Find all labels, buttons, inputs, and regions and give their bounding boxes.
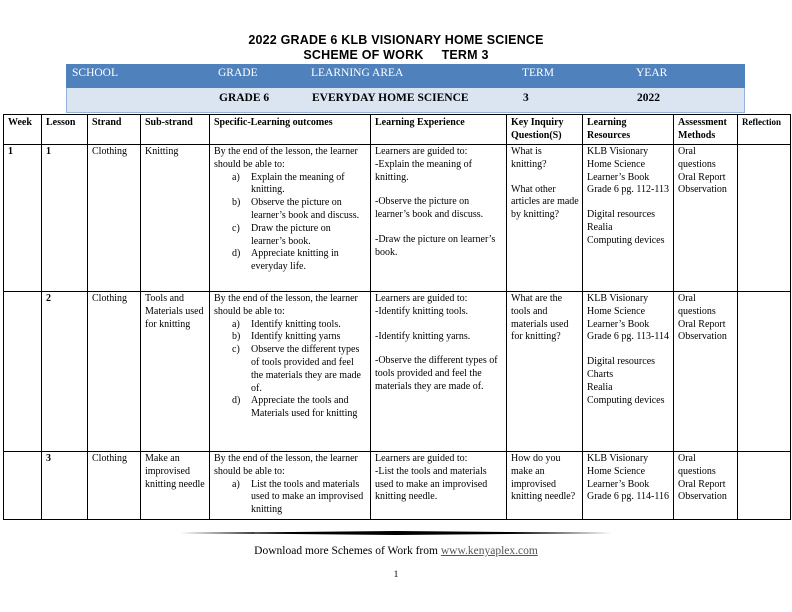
experience-text: -Observe the different types of tools provided and feel the materials they are made of. (375, 355, 498, 392)
cell-lesson: 1 (42, 145, 88, 292)
outcomes-list (214, 172, 367, 274)
cell-experience (371, 292, 507, 452)
value-grade: GRADE 6 (219, 92, 270, 104)
table-header-row (4, 115, 791, 145)
subtitle-scheme: SCHEME OF WORK (303, 48, 424, 62)
outcome-item: d) Appreciate knitting in everyday life. (232, 248, 339, 273)
cell-reflection (738, 145, 791, 292)
label-learning-area: LEARNING AREA (311, 67, 404, 79)
subtitle-term: TERM 3 (441, 48, 489, 62)
cell-resources (583, 292, 674, 452)
header-key-inquiry (507, 115, 583, 145)
label-term: TERM (522, 67, 554, 79)
experience-text: Learners are guided to: -Explain the meaning of knitting. (375, 146, 472, 183)
header-substrand: Sub-strand (141, 115, 210, 145)
label-year: YEAR (636, 67, 668, 79)
cell-key-inquiry (507, 292, 583, 452)
outcome-item: a) List the tools and materials used to make an improvised knitting (232, 478, 364, 516)
header-outcomes: Specific-Learning outcomes (210, 115, 371, 145)
header-reflection: Reflection (738, 115, 791, 145)
table-row (4, 292, 791, 452)
cell-lesson: 2 (42, 292, 88, 452)
header-key-inquiry-line2: Question(S) (511, 129, 562, 141)
key-inquiry-text: What are the tools and materials used for knitting? (511, 293, 569, 343)
cell-resources (583, 145, 674, 292)
header-assessment-line1: Assessment (678, 117, 727, 128)
key-inquiry-text: What other articles are made by knitting? (511, 183, 579, 221)
footer-divider (180, 531, 612, 535)
outcome-item: c) Observe the different types of tools provided and feel the materials they are made of. (232, 344, 361, 394)
outcome-item: c) Draw the picture on learner’s book. (232, 222, 331, 247)
header-resources-line2: Resources (587, 129, 631, 141)
cell-week: 1 (4, 145, 42, 292)
outcome-item: d) Appreciate the tools and Materials used for knitting (232, 395, 358, 420)
cell-strand: Clothing (88, 452, 141, 520)
cell-week (4, 292, 42, 452)
cell-week (4, 452, 42, 520)
outcomes-intro: By the end of the lesson, the learner should be able to: (214, 453, 358, 477)
header-key-inquiry-line1: Key Inquiry (511, 117, 564, 128)
footer-link[interactable]: www.kenyaplex.com (440, 545, 538, 557)
cell-substrand: Knitting (141, 145, 210, 292)
experience-text: -Observe the picture on learner’s book and discuss. (375, 196, 484, 221)
cell-key-inquiry (507, 452, 583, 520)
header-lesson: Lesson (42, 115, 88, 145)
header-assessment (674, 115, 738, 145)
cell-assessment: Oral questions Oral Report Observation (674, 452, 738, 520)
cell-key-inquiry (507, 145, 583, 292)
scheme-of-work-table (3, 114, 791, 520)
outcomes-intro: By the end of the lesson, the learner should be able to: (214, 293, 358, 317)
outcome-item: b) Observe the picture on learner’s book and discuss. (232, 197, 360, 221)
resources-text: KLB Visionary Home Science Learner’s Book Grade 6 pg. 114-116 (587, 453, 670, 503)
document-title: 2022 GRADE 6 KLB VISIONARY HOME SCIENCE (248, 33, 544, 47)
cell-lesson: 3 (42, 452, 88, 520)
cell-reflection (738, 452, 791, 520)
info-header-values (66, 88, 745, 113)
header-assessment-line2: Methods (678, 129, 716, 141)
cell-outcomes (210, 452, 371, 520)
cell-resources (583, 452, 674, 520)
cell-substrand: Make an improvised knitting needle (141, 452, 210, 520)
table-row (4, 145, 791, 292)
cell-reflection (738, 292, 791, 452)
cell-assessment: Oral questions Oral Report Observation (674, 292, 738, 452)
outcome-item: a) Explain the meaning of knitting. (232, 171, 345, 196)
header-resources (583, 115, 674, 145)
footer (0, 545, 792, 557)
experience-text: Learners are guided to: -List the tools and materials used to make an improvised knitting needle. (375, 453, 488, 503)
document-subtitle (0, 48, 792, 62)
resources-text: Digital resources Charts Realia Computing devices (587, 356, 665, 406)
cell-assessment: Oral questions Oral Report Observation (674, 145, 738, 292)
outcome-item: a) Identify knitting tools. (232, 318, 341, 330)
page-number: 1 (393, 570, 399, 580)
experience-text: Learners are guided to: -Identify knitting tools. (375, 293, 469, 317)
value-learning-area: EVERYDAY HOME SCIENCE (312, 92, 469, 104)
header-resources-line1: Learning (587, 117, 627, 128)
info-header-labels (66, 64, 745, 88)
outcomes-list (214, 319, 367, 421)
label-grade: GRADE (218, 67, 258, 79)
outcomes-list (214, 479, 367, 517)
label-school: SCHOOL (72, 67, 119, 79)
table-row (4, 452, 791, 520)
cell-strand: Clothing (88, 292, 141, 452)
key-inquiry-text: What is knitting? (511, 146, 547, 170)
header-strand: Strand (88, 115, 141, 145)
outcome-item: b) Identify knitting yarns (232, 331, 341, 343)
header-week: Week (4, 115, 42, 145)
resources-text: Digital resources Realia Computing devices (587, 209, 665, 246)
value-term: 3 (523, 92, 529, 104)
cell-outcomes (210, 145, 371, 292)
experience-text: -Draw the picture on learner’s book. (375, 233, 496, 258)
resources-text: KLB Visionary Home Science Learner’s Book Grade 6 pg. 113-114 (587, 293, 670, 343)
cell-outcomes (210, 292, 371, 452)
outcomes-intro: By the end of the lesson, the learner should be able to: (214, 146, 358, 170)
cell-experience (371, 452, 507, 520)
cell-strand: Clothing (88, 145, 141, 292)
header-experience: Learning Experience (371, 115, 507, 145)
value-year: 2022 (637, 92, 660, 104)
footer-text: Download more Schemes of Work from (254, 545, 438, 557)
cell-substrand: Tools and Materials used for knitting (141, 292, 210, 452)
cell-experience (371, 145, 507, 292)
key-inquiry-text: How do you make an improvised knitting needle? (511, 453, 576, 503)
resources-text: KLB Visionary Home Science Learner’s Book Grade 6 pg. 112-113 (587, 146, 670, 196)
experience-text: -Identify knitting yarns. (375, 330, 471, 342)
